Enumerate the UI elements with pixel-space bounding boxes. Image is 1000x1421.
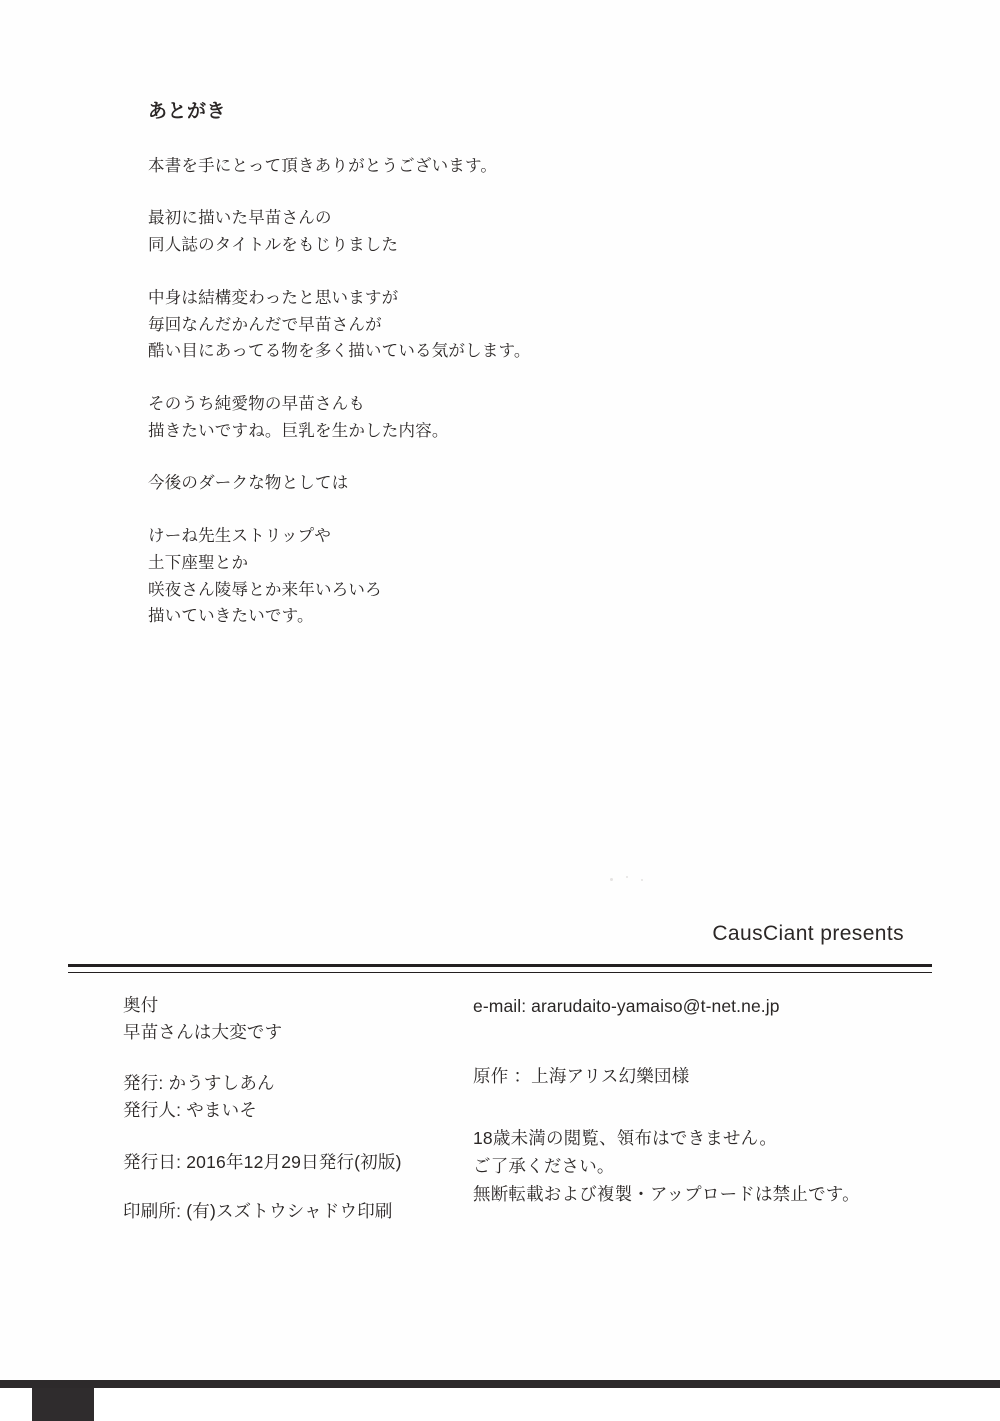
paper-speck	[610, 878, 613, 881]
afterword-line: 最初に描いた早苗さんの	[148, 209, 332, 228]
afterword-paragraph-2	[148, 205, 908, 258]
colophon-printer-group	[123, 1198, 483, 1225]
afterword-line: そのうち純愛物の早苗さんも	[148, 395, 366, 413]
colophon-work-title: 早苗さんは大変です	[123, 1022, 283, 1043]
bottom-white-strip	[0, 1388, 1000, 1421]
afterword-line: 中身は結構変わったと思いますが	[148, 288, 399, 307]
colophon-section	[68, 992, 932, 1262]
colophon-right-column	[473, 992, 943, 1208]
bottom-edge-bar	[0, 1380, 1000, 1388]
paper-speck	[641, 879, 643, 881]
afterword-title: あとがき	[148, 101, 227, 122]
afterword-paragraph-1	[148, 153, 908, 180]
colophon-publication-date: 発行日: 2016年12月29日発行(初版)	[123, 1151, 402, 1172]
afterword-line: 土下座聖とか	[148, 553, 249, 572]
colophon-notice-line: ご了承ください。	[473, 1156, 615, 1176]
paper-speck	[626, 876, 628, 878]
afterword-paragraph-4	[148, 391, 908, 444]
divider-thin	[68, 972, 932, 973]
colophon-heading-group	[123, 992, 483, 1046]
afterword-section	[148, 100, 908, 656]
colophon-date-group	[123, 1149, 483, 1176]
bottom-left-tab-mark	[32, 1388, 94, 1421]
afterword-line: 描きたいですね。巨乳を生かした内容。	[148, 421, 449, 440]
colophon-notice-line: 無断転載および複製・アップロードは禁止です。	[473, 1184, 860, 1204]
afterword-line: 毎回なんだかんだで早苗さんが	[148, 315, 382, 334]
afterword-line: 描いていきたいです。	[148, 607, 314, 626]
colophon-left-column	[123, 992, 483, 1249]
colophon-circle: 発行: かうすしあん	[123, 1073, 275, 1094]
colophon-publisher-group	[123, 1070, 483, 1124]
afterword-line: 咲夜さん陵辱とか来年いろいろ	[148, 580, 382, 599]
afterword-paragraph-3	[148, 285, 908, 365]
afterword-line: 今後のダークな物としては	[148, 474, 349, 493]
afterword-line: 酷い目にあってる物を多く描いている気がします。	[148, 342, 531, 361]
colophon-email[interactable]: e-mail: ararudaito-yamaiso@t-net.ne.jp	[473, 996, 780, 1016]
colophon-label: 奥付	[123, 995, 159, 1015]
colophon-original-work: 原作 ：上海アリス幻樂団様	[473, 1066, 690, 1086]
colophon-author: 発行人: やまいそ	[123, 1100, 258, 1121]
colophon-notice	[473, 1124, 943, 1208]
afterword-paragraph-6	[148, 523, 908, 630]
afterword-paragraph-5	[148, 470, 908, 497]
presents-credit: CausCiant presents	[712, 922, 904, 945]
colophon-notice-line: 18歳未満の閲覧、領布はできません。	[473, 1128, 778, 1148]
afterword-line: 本書を手にとって頂きありがとうございます。	[148, 156, 498, 175]
colophon-printer: 印刷所: (有)スズトウシャドウ印刷	[123, 1200, 393, 1221]
afterword-line: 同人誌のタイトルをもじりました	[148, 236, 399, 255]
afterword-line: けーね先生ストリップや	[148, 527, 332, 546]
divider-thick	[68, 964, 932, 967]
